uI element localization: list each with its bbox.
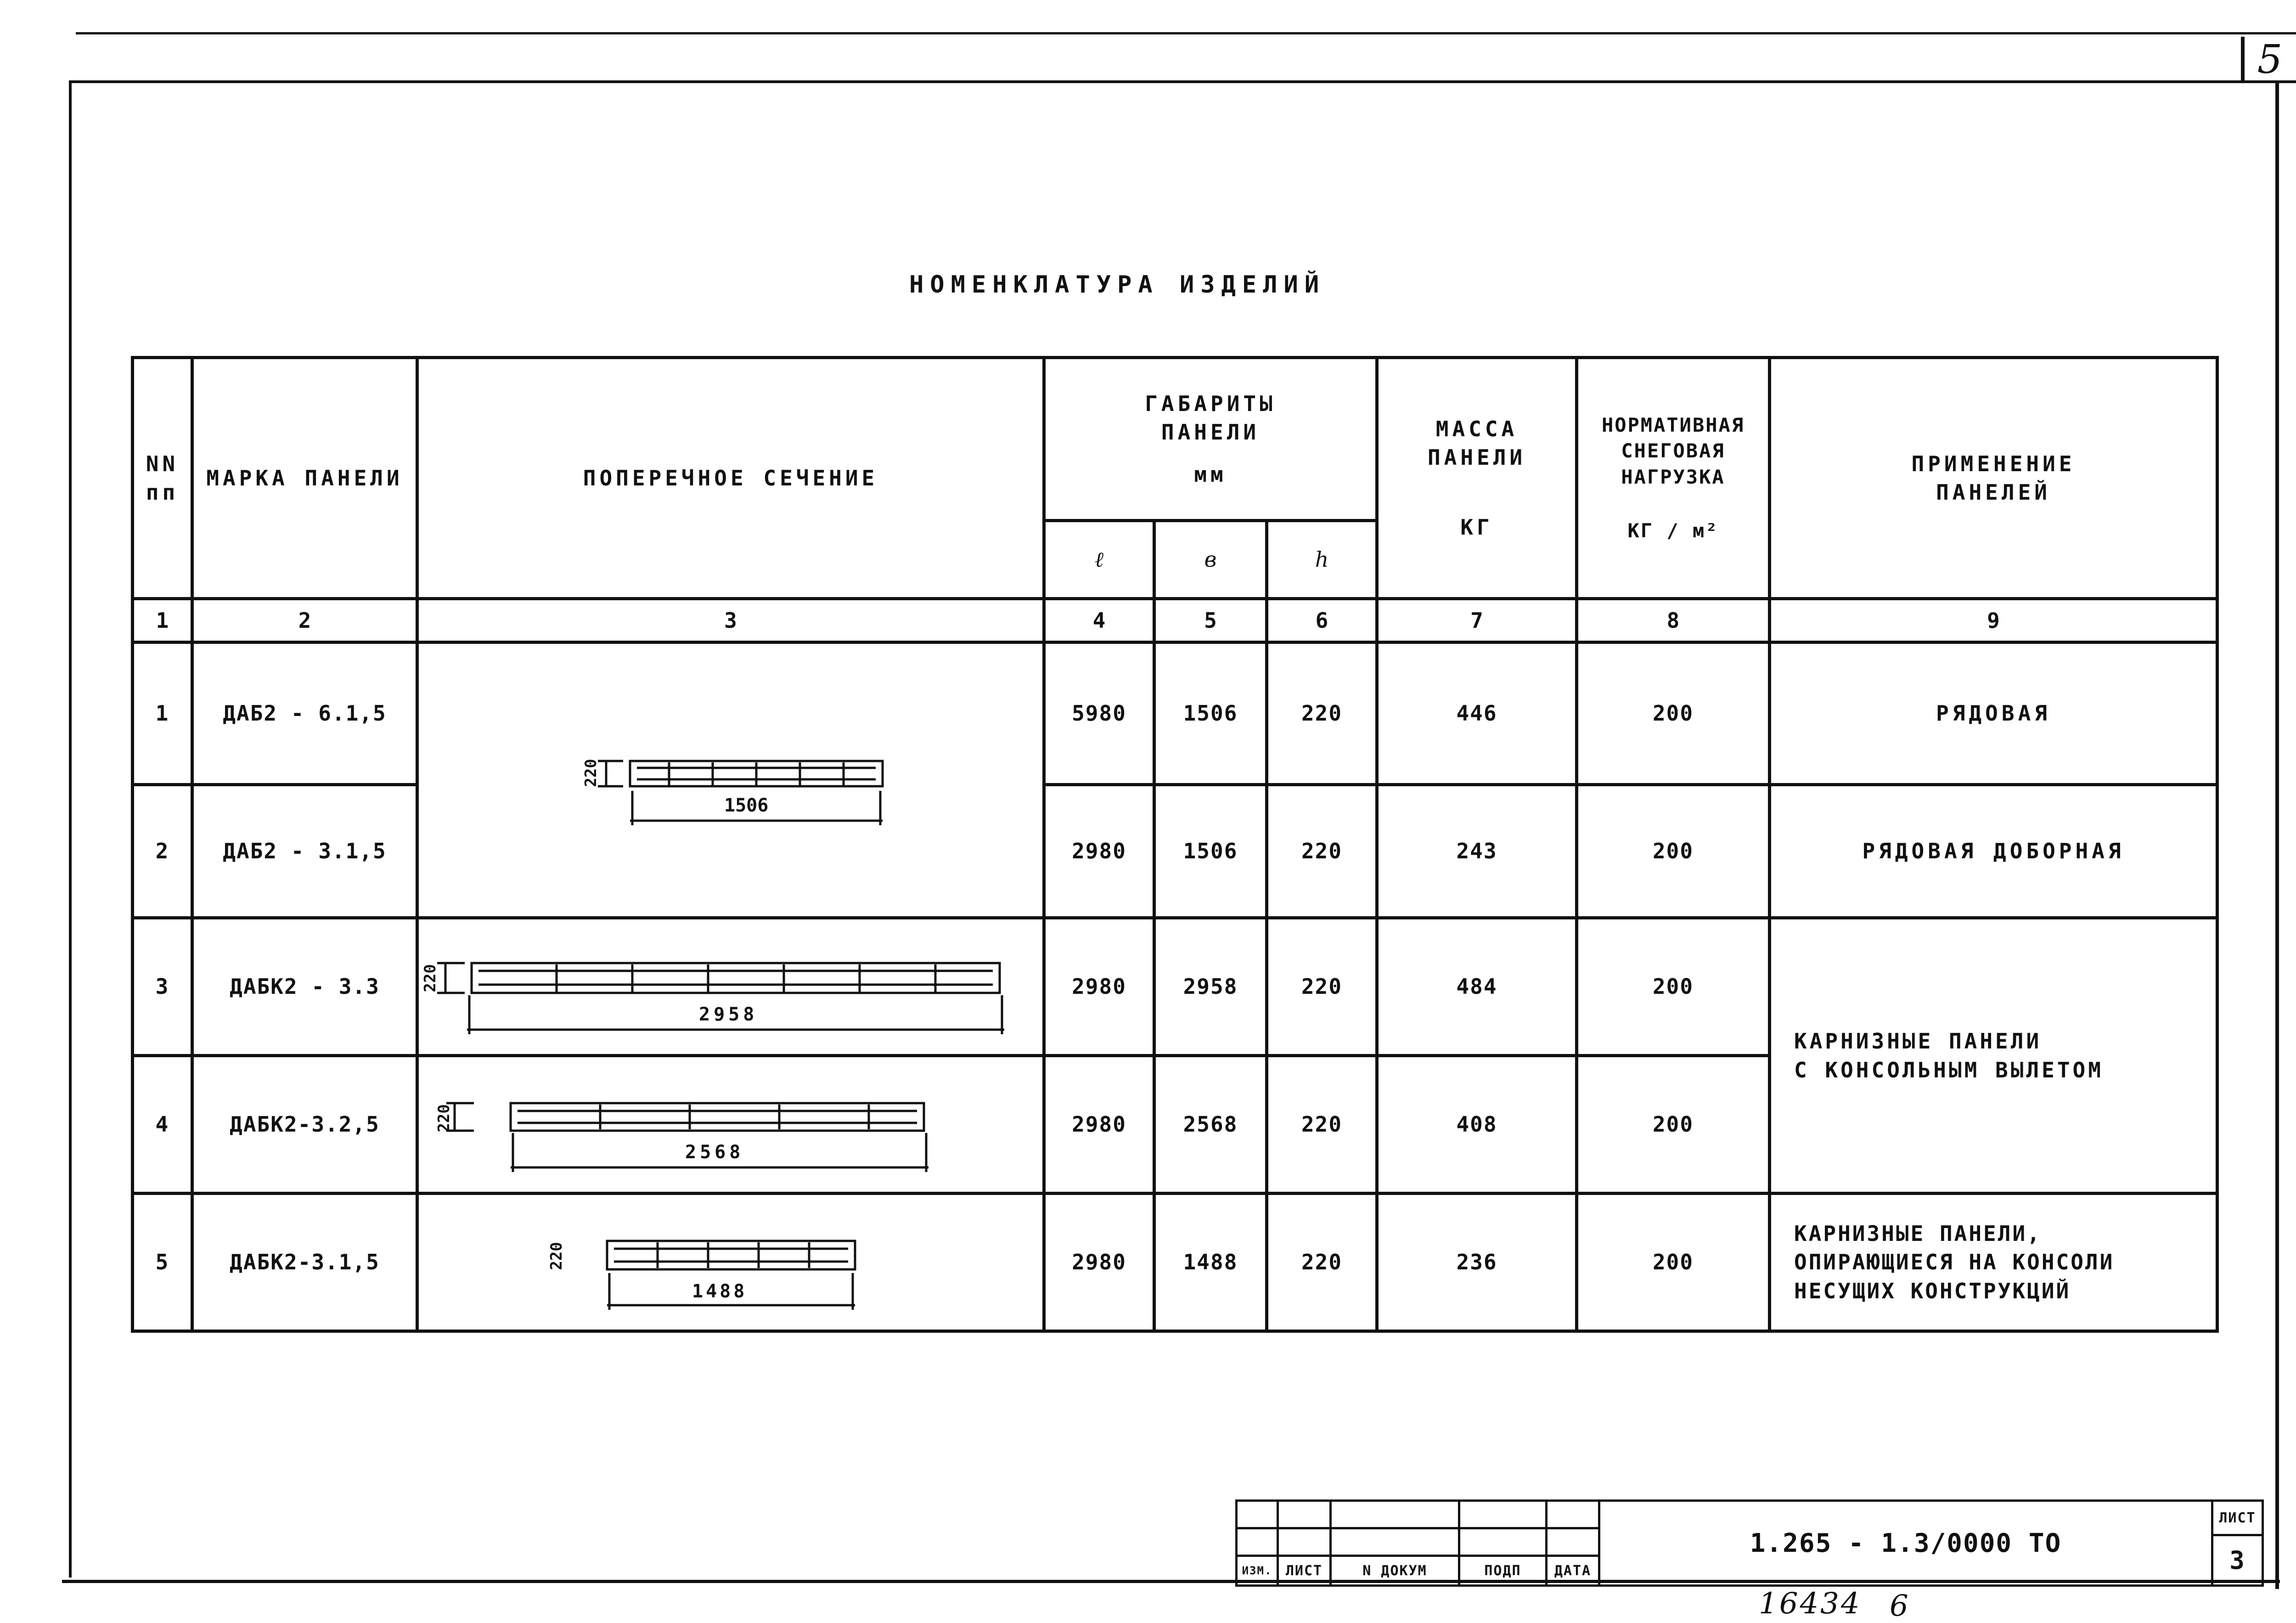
tb-grid-r1c4: [1458, 1499, 1548, 1529]
cell-h: 220: [1267, 918, 1377, 1056]
tb-label-doc: N ДОКУМ: [1329, 1555, 1460, 1587]
cell-h: 220: [1267, 642, 1377, 785]
frame-top: [69, 80, 2296, 83]
cell-snow: 200: [1577, 642, 1770, 785]
column-number: 4: [1044, 599, 1154, 642]
cell-mass: 484: [1377, 918, 1577, 1056]
header-snow: [1577, 358, 1770, 599]
section-height-label: 220: [547, 1242, 566, 1270]
cell-snow: 200: [1577, 1194, 1770, 1331]
header-dim-b: в: [1154, 521, 1267, 599]
cell-l: 2980: [1044, 785, 1154, 918]
section-drawing-1506: [419, 644, 1044, 918]
section-width-label: 1488: [692, 1281, 748, 1302]
copy-number: 6: [1890, 1589, 1910, 1623]
row-number: 3: [133, 918, 192, 1056]
row-mark: ДАБ2 - 3.1,5: [192, 785, 417, 918]
header-section: ПОПЕРЕЧНОЕ СЕЧЕНИЕ: [417, 358, 1044, 599]
cell-mass: 243: [1377, 785, 1577, 918]
tb-label-izm: ИЗМ.: [1235, 1555, 1279, 1587]
cell-b: 2568: [1154, 1056, 1267, 1194]
section-drawing-2958: [419, 919, 1044, 1056]
section-height-label: 220: [421, 964, 439, 992]
nomenclature-table: [131, 356, 2219, 1333]
row-mark: ДАБ2 - 6.1,5: [192, 642, 417, 785]
cell-snow: 200: [1577, 1056, 1770, 1194]
cell-b: 1506: [1154, 785, 1267, 918]
cell-mass: 446: [1377, 642, 1577, 785]
header-dims: [1044, 358, 1377, 521]
tb-grid-r1c1: [1235, 1499, 1279, 1529]
header-snow-unit: КГ / м²: [1627, 519, 1719, 542]
sheet-label: ЛИСТ: [2211, 1499, 2264, 1536]
table-row: [133, 1194, 2217, 1331]
row-number: 1: [133, 642, 192, 785]
section-height-label: 220: [434, 1104, 453, 1133]
column-number: 6: [1267, 599, 1377, 642]
tb-grid-r1c5: [1545, 1499, 1600, 1529]
cell-b: 1488: [1154, 1194, 1267, 1331]
application-line: КАРНИЗНЫЕ ПАНЕЛИ: [1794, 1029, 2042, 1054]
cell-mass: 236: [1377, 1194, 1577, 1331]
table-row: [133, 918, 2217, 1056]
tb-grid-r2c4: [1458, 1527, 1548, 1557]
column-number: 8: [1577, 599, 1770, 642]
tb-label-sign: ПОДП: [1458, 1555, 1548, 1587]
application-line: КАРНИЗНЫЕ ПАНЕЛИ,: [1794, 1221, 2042, 1246]
row-mark: ДАБК2-3.1,5: [192, 1194, 417, 1331]
tb-grid-r2c3: [1329, 1527, 1460, 1557]
cell-l: 2980: [1044, 1056, 1154, 1194]
cell-snow: 200: [1577, 918, 1770, 1056]
cell-h: 220: [1267, 1056, 1377, 1194]
row-mark: ДАБК2 - 3.3: [192, 918, 417, 1056]
page-title: НОМЕНКЛАТУРА ИЗДЕЛИЙ: [909, 271, 1326, 299]
column-number: 1: [133, 599, 192, 642]
tb-grid-r2c5: [1545, 1527, 1600, 1557]
cell-h: 220: [1267, 785, 1377, 918]
section-cell-1488: [417, 1194, 1044, 1331]
row-number: 5: [133, 1194, 192, 1331]
cell-b: 2958: [1154, 918, 1267, 1056]
header-mass-unit: КГ: [1460, 515, 1493, 540]
header-dim-h: h: [1267, 521, 1377, 599]
header-nn: NN пп: [133, 358, 192, 599]
tb-label-list: ЛИСТ: [1277, 1555, 1332, 1587]
inventory-number: 16434: [1759, 1587, 1862, 1621]
cell-l: 5980: [1044, 642, 1154, 785]
section-drawing-1488: [419, 1195, 1044, 1331]
tb-grid-r1c3: [1329, 1499, 1460, 1529]
cell-l: 2980: [1044, 1194, 1154, 1331]
header-dim-l: ℓ: [1044, 521, 1154, 599]
header-mark: МАРКА ПАНЕЛИ: [192, 358, 417, 599]
column-number: 2: [192, 599, 417, 642]
header-dims-unit: мм: [1194, 462, 1227, 487]
tb-grid-r2c2: [1277, 1527, 1332, 1557]
header-mass-label: МАССА ПАНЕЛИ: [1427, 416, 1526, 470]
row-number: 4: [133, 1056, 192, 1194]
cell-mass: 408: [1377, 1056, 1577, 1194]
header-snow-label: НОРМАТИВНАЯ СНЕГОВАЯ НАГРУЗКА: [1601, 413, 1745, 488]
cell-application: РЯДОВАЯ: [1770, 642, 2217, 785]
column-number-row: [133, 599, 2217, 642]
section-cell-1506: [417, 642, 1044, 918]
tb-grid-r1c2: [1277, 1499, 1332, 1529]
column-number: 9: [1770, 599, 2217, 642]
application-line: ОПИРАЮЩИЕСЯ НА КОНСОЛИ: [1794, 1250, 2115, 1275]
section-width-label: 1506: [724, 795, 769, 816]
frame-left: [69, 80, 72, 1578]
section-width-label: 2958: [699, 1004, 758, 1025]
column-number: 7: [1377, 599, 1577, 642]
tb-grid-r2c1: [1235, 1527, 1279, 1557]
column-number: 5: [1154, 599, 1267, 642]
application-line: НЕСУЩИХ КОНСТРУКЦИЙ: [1794, 1278, 2071, 1303]
section-width-label: 2568: [685, 1142, 744, 1163]
cell-application-cornice: [1770, 918, 2217, 1194]
cell-snow: 200: [1577, 785, 1770, 918]
frame-right: [2275, 80, 2279, 1589]
row-number: 2: [133, 785, 192, 918]
sheet-number: 3: [2211, 1534, 2264, 1587]
section-drawing-2568: [419, 1057, 1044, 1194]
cell-h: 220: [1267, 1194, 1377, 1331]
row-mark: ДАБК2-3.2,5: [192, 1056, 417, 1194]
cell-l: 2980: [1044, 918, 1154, 1056]
cell-application-supported: [1770, 1194, 2217, 1331]
header-mass: [1377, 358, 1577, 599]
page-number: 5: [2241, 37, 2295, 83]
column-number: 3: [417, 599, 1044, 642]
section-cell-2958: [417, 918, 1044, 1056]
section-cell-2568: [417, 1056, 1044, 1194]
section-height-label: 220: [581, 759, 600, 787]
cell-application: РЯДОВАЯ ДОБОРНАЯ: [1770, 785, 2217, 918]
title-block: [1235, 1499, 2264, 1587]
header-dims-group: ГАБАРИТЫ ПАНЕЛИ: [1145, 391, 1276, 445]
application-line: С КОНСОЛЬНЫМ ВЫЛЕТОМ: [1794, 1057, 2104, 1082]
top-rule: [76, 32, 2296, 34]
tb-label-date: ДАТА: [1545, 1555, 1600, 1587]
cell-b: 1506: [1154, 642, 1267, 785]
table-row: [133, 642, 2217, 785]
document-code: 1.265 - 1.3/0000 ТО: [1598, 1499, 2213, 1587]
header-application: ПРИМЕНЕНИЕ ПАНЕЛЕЙ: [1770, 358, 2217, 599]
